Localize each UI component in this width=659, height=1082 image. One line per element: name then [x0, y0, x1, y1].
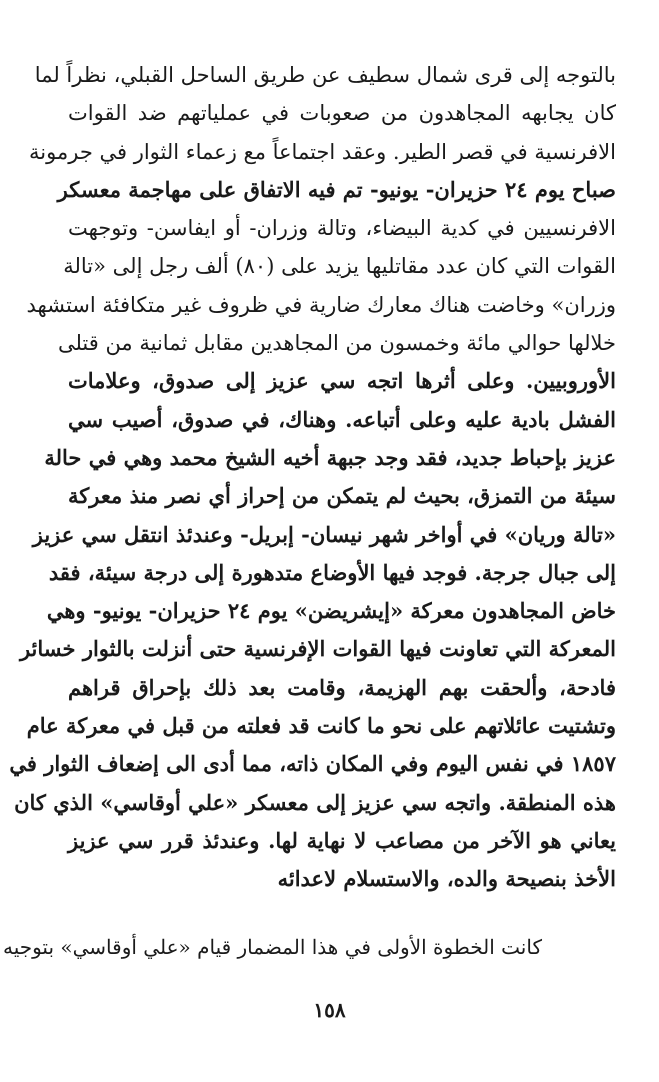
text-line: خاض المجاهدون معركة «إيشريضن» يوم ٢٤ حزيران- يونيو- وهي — [46, 598, 616, 624]
text-line: فادحة، وألحقت بهم الهزيمة، وقامت بعد ذلك بإحراق قراهم — [68, 674, 616, 700]
page-number: ١٥٨ — [313, 998, 346, 1022]
text-line: يعاني هو الآخر من مصاعب لا نهاية لها. وعندئذ قرر سي عزيز — [68, 827, 616, 853]
closing-line: كانت الخطوة الأولى في هذا المضمار قيام «علي أوقاسي» بتوجيه — [2, 935, 542, 959]
text-line: كان يجابهه المجاهدون من صعوبات في عملياتهم ضد القوات — [68, 101, 616, 126]
text-line: الأوروبيين. وعلى أثرها اتجه سي عزيز إلى صدوق، وعلامات — [68, 368, 616, 394]
text-line: إلى جبال جرجة. فوجد فيها الأوضاع متدهورة إلى درجة سيئة، فقد — [48, 559, 616, 585]
text-line: الأخذ بنصيحة والده، والاستسلام لاعدائه — [277, 866, 616, 892]
text-line: ١٨٥٧ في نفس اليوم وفي المكان ذاته، مما أدى الى إضعاف الثوار في — [9, 751, 616, 777]
text-line: القوات التي كان عدد مقاتليها يزيد على (٨٠) ألف رجل إلى «تالة — [63, 254, 616, 279]
text-line: الافرنسية في قصر الطير. وعقد اجتماعاً مع زعماء الثوار في جرمونة — [29, 139, 616, 164]
text-line: بالتوجه إلى قرى شمال سطيف عن طريق الساحل القبلي، نظراً لما — [34, 63, 616, 87]
text-line: وتشتيت عائلاتهم على نحو ما كانت قد فعلته من قبل في معركة عام — [26, 713, 616, 739]
text-line: المعركة التي تعاونت فيها القوات الإفرنسية حتى أنزلت بالثوار خسائر — [19, 636, 616, 662]
body-text — [9, 56, 616, 899]
text-line: الفشل بادية عليه وعلى أتباعه. وهناك، في صدوق، أصيب سي — [68, 406, 616, 432]
text-line: خلالها حوالي مائة وخمسون من المجاهدين مقابل ثمانية من قتلى — [57, 331, 616, 356]
text-line: سيئة من التمزق، بحيث لم يتمكن من إحراز أي نصر منذ معركة — [68, 483, 616, 509]
text-line: الافرنسيين في كدية البيضاء، وتالة وزران- أو ايفاسن- وتوجهت — [68, 216, 616, 241]
text-line: صباح يوم ٢٤ حزيران- يونيو- تم فيه الاتفاق على مهاجمة معسكر — [57, 176, 616, 202]
text-line: «تالة وريان» في أواخر شهر نيسان- إبريل- وعندئذ انتقل سي عزيز — [32, 521, 616, 547]
text-line: عزيز بإحباط جديد، فقد وجد جبهة أخيه الشيخ محمد وهي في حالة — [44, 444, 616, 470]
text-line: هذه المنطقة. واتجه سي عزيز إلى معسكر «علي أوقاسي» الذي كان — [14, 789, 616, 815]
text-line: وزران» وخاضت هناك معارك ضارية في ظروف غير متكافئة استشهد — [26, 292, 616, 317]
